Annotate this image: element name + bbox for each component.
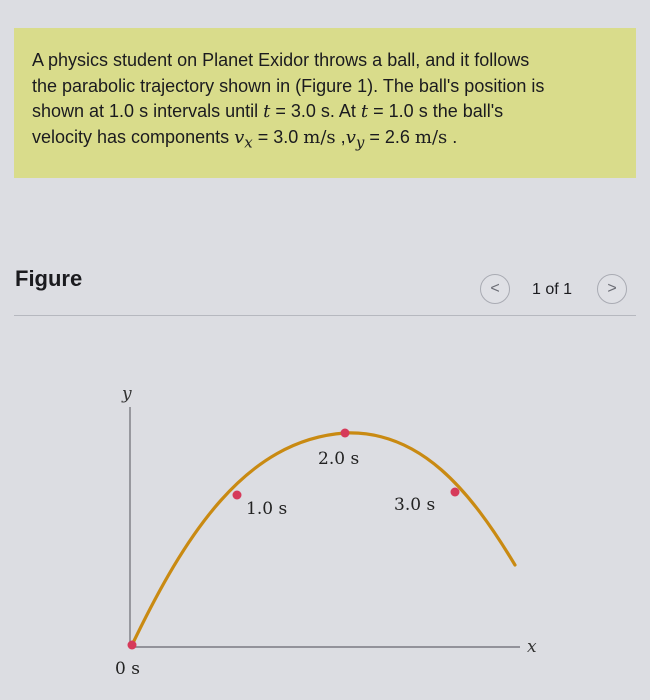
- figure-title: Figure: [15, 266, 83, 291]
- x-axis-label: x: [527, 637, 537, 657]
- problem-line-4-d: = 2.6: [364, 126, 415, 147]
- problem-line-4-c: ,: [335, 126, 346, 147]
- problem-line-4-e: .: [447, 126, 458, 147]
- next-figure-button[interactable]: [597, 274, 627, 304]
- position-point-3s: [451, 488, 460, 497]
- position-point-0s: [128, 641, 137, 650]
- problem-line-4: [32, 125, 622, 156]
- trajectory-figure: [0, 320, 650, 700]
- chevron-right-icon: >: [607, 280, 617, 297]
- chevron-left-icon: <: [490, 280, 500, 297]
- time-label-3s: 3.0 s: [394, 495, 436, 515]
- velocity-y-v: v: [345, 126, 356, 148]
- problem-line-1: A physics student on Planet Exidor throws a ball, and it follows: [32, 50, 530, 70]
- velocity-x-v: v: [234, 126, 245, 148]
- time-variable: t: [360, 101, 369, 122]
- time-label-2s: 2.0 s: [318, 449, 360, 469]
- figure-pager: 1 of 1: [532, 281, 573, 298]
- problem-line-3-c: = 1.0 s the ball's: [368, 101, 504, 121]
- problem-line-4-a: velocity has components: [32, 126, 235, 147]
- y-axis-label: y: [122, 384, 132, 404]
- unit-m-per-s: m/s: [303, 126, 336, 148]
- velocity-x-subscript: x: [244, 133, 253, 152]
- problem-line-3-a: shown at 1.0 s intervals until: [32, 101, 264, 121]
- time-label-1s: 1.0 s: [246, 499, 288, 519]
- velocity-y-symbol: [345, 126, 365, 152]
- problem-statement: [14, 28, 636, 178]
- problem-line-4-b: = 3.0: [252, 126, 304, 147]
- time-label-0s: 0 s: [115, 659, 140, 679]
- divider: [14, 315, 636, 316]
- problem-line-2: the parabolic trajectory shown in (Figure 1). The ball's position is: [32, 75, 545, 96]
- velocity-y-subscript: y: [355, 133, 365, 152]
- position-point-2s: [341, 429, 350, 438]
- problem-line-3: [32, 99, 622, 125]
- problem-line-3-b: = 3.0 s. At: [270, 101, 361, 121]
- unit-m-per-s: m/s: [414, 126, 448, 148]
- previous-figure-button[interactable]: [480, 274, 510, 304]
- position-point-1s: [233, 491, 242, 500]
- velocity-x-symbol: [234, 126, 253, 152]
- time-variable: t: [263, 101, 271, 122]
